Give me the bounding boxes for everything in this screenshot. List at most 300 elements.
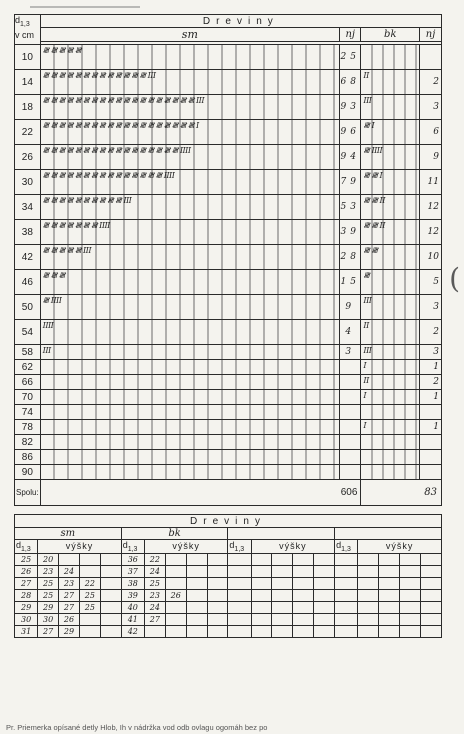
empty-height-cell: [335, 553, 358, 565]
tally-row: [15, 195, 442, 220]
empty-height-cell: [272, 625, 293, 637]
bk-tally-marks: I: [361, 360, 420, 375]
sm-height: [100, 589, 121, 601]
bk-count: 1: [420, 390, 442, 405]
heights-row: [15, 577, 442, 589]
heights-d-label: [15, 540, 38, 554]
bk-height: [165, 601, 186, 613]
bk-height: 22: [144, 553, 165, 565]
empty-height-cell: [420, 577, 441, 589]
diameter-tally-table: [14, 14, 442, 506]
total-row: [15, 480, 442, 506]
diameter-label: [15, 15, 41, 45]
empty-height-cell: [314, 613, 335, 625]
sm-count: [340, 390, 361, 405]
sm-count: 93: [340, 95, 361, 120]
empty-height-cell: [293, 589, 314, 601]
bk-tally-marks: [361, 450, 420, 465]
empty-height-cell: [335, 565, 358, 577]
empty-height-cell: [251, 577, 272, 589]
empty-height-cell: [228, 601, 251, 613]
heights-row: [15, 589, 442, 601]
species-title: Dreviny: [40, 15, 441, 28]
empty-height-cell: [228, 589, 251, 601]
total-label: Spolu:: [15, 480, 41, 506]
bk-count: [420, 405, 442, 420]
sm-tally-marks: [40, 405, 339, 420]
sm-diameter: 25: [15, 553, 38, 565]
sm-count: [340, 420, 361, 435]
empty-height-cell: [358, 565, 379, 577]
bk-tally-marks: 𝍸 𝍸: [361, 245, 420, 270]
empty-height-cell: [400, 625, 421, 637]
empty-height-cell: [420, 613, 441, 625]
empty-height-cell: [293, 553, 314, 565]
sm-height: 27: [59, 589, 80, 601]
bk-height: [186, 577, 207, 589]
sm-tally-marks: 𝍸 𝍸 𝍸 𝍸 𝍸 III: [40, 245, 339, 270]
empty-height-cell: [420, 625, 441, 637]
sm-height: [100, 577, 121, 589]
sm-height: [100, 553, 121, 565]
heights-row: [15, 565, 442, 577]
bk-count: 5: [420, 270, 442, 295]
bk-height: [207, 565, 228, 577]
sm-tally-marks: 𝍸 𝍸 𝍸 𝍸 𝍸 𝍸 𝍸 𝍸 𝍸 𝍸 𝍸 𝍸 𝍸 𝍸 𝍸 𝍸 𝍸 𝍸 𝍸 III: [40, 95, 339, 120]
bk-tally-marks: II: [361, 320, 420, 345]
bk-count: 9: [420, 145, 442, 170]
empty-height-cell: [228, 565, 251, 577]
bk-height: 27: [144, 613, 165, 625]
sm-height: 25: [38, 577, 59, 589]
heights-row: [15, 553, 442, 565]
empty-height-cell: [420, 553, 441, 565]
empty-height-cell: [420, 589, 441, 601]
diameter-class: 82: [15, 435, 41, 450]
bk-count: 2: [420, 70, 442, 95]
bk-tally-marks: 𝍸: [361, 270, 420, 295]
bk-tally-marks: 𝍸 𝍸 II: [361, 220, 420, 245]
diameter-class: 50: [15, 295, 41, 320]
sm-count: 28: [340, 245, 361, 270]
bk-height: 25: [144, 577, 165, 589]
empty-height-cell: [358, 589, 379, 601]
tally-sheet: [14, 14, 442, 638]
sm-tally-marks: 𝍸 𝍸 𝍸: [40, 270, 339, 295]
d-subscript: 1,3: [21, 545, 31, 553]
bk-height: 24: [144, 565, 165, 577]
sm-tally-marks: 𝍸 𝍸 𝍸 𝍸 𝍸 𝍸 𝍸 𝍸 𝍸 𝍸 𝍸 𝍸 𝍸 𝍸 𝍸 𝍸 𝍸 𝍸 𝍸 I: [40, 120, 339, 145]
empty-height-cell: [293, 613, 314, 625]
empty-height-cell: [379, 625, 400, 637]
bk-tally-marks: I: [361, 420, 420, 435]
bk-tally-marks: [361, 405, 420, 420]
empty-height-cell: [379, 577, 400, 589]
tally-row: [15, 360, 442, 375]
sm-tally-marks: 𝍸 𝍸 𝍸 𝍸 𝍸 𝍸 𝍸 𝍸 𝍸 𝍸 𝍸 𝍸 𝍸 III: [40, 70, 339, 95]
bk-tally-marks: II: [361, 375, 420, 390]
heights-title-row: [15, 515, 442, 528]
tally-row: [15, 295, 442, 320]
empty-height-cell: [272, 601, 293, 613]
diameter-class: 38: [15, 220, 41, 245]
bk-diameter: 39: [121, 589, 144, 601]
empty-height-cell: [293, 577, 314, 589]
sm-count: 3: [340, 345, 361, 360]
empty-height-cell: [228, 625, 251, 637]
sm-count: 9: [340, 295, 361, 320]
diameter-class: 74: [15, 405, 41, 420]
empty-height-cell: [420, 601, 441, 613]
sm-tally-marks: 𝍸 IIII: [40, 295, 339, 320]
bk-count: 3: [420, 345, 442, 360]
bk-height: [207, 601, 228, 613]
empty-height-cell: [314, 565, 335, 577]
empty-height-cell: [379, 601, 400, 613]
sm-diameter: 31: [15, 625, 38, 637]
tally-row: [15, 220, 442, 245]
empty-height-cell: [251, 565, 272, 577]
sm-count: 25: [340, 45, 361, 70]
bk-tally-marks: II: [361, 70, 420, 95]
bk-count: [420, 465, 442, 480]
empty-height-cell: [358, 601, 379, 613]
sm-tally-marks: [40, 360, 339, 375]
sm-height: 26: [59, 613, 80, 625]
d-subscript: 1,3: [341, 545, 351, 553]
heights-species-header: bk: [121, 528, 228, 540]
sm-count: 4: [340, 320, 361, 345]
bk-tally-marks: 𝍸 IIII: [361, 145, 420, 170]
sm-count: 79: [340, 170, 361, 195]
count-sm-header: nj: [340, 28, 361, 42]
sm-count: 15: [340, 270, 361, 295]
empty-height-cell: [400, 577, 421, 589]
bk-tally-marks: III: [361, 95, 420, 120]
bk-count: 6: [420, 120, 442, 145]
bk-tally-marks: [361, 435, 420, 450]
header-row-title: [15, 15, 442, 28]
margin-mark: (: [449, 262, 460, 295]
bk-height: [165, 625, 186, 637]
heights-row: [15, 601, 442, 613]
heights-row: [15, 625, 442, 637]
d-symbol: d: [122, 540, 128, 550]
species-bk-header: bk: [361, 28, 420, 42]
sm-tally-marks: 𝍸 𝍸 𝍸 𝍸 𝍸: [40, 45, 339, 70]
heights-table: [14, 514, 442, 638]
sm-tally-marks: [40, 375, 339, 390]
empty-height-cell: [335, 589, 358, 601]
sm-height: [79, 553, 100, 565]
bk-height: [165, 553, 186, 565]
bk-height: 26: [165, 589, 186, 601]
sm-tally-marks: [40, 465, 339, 480]
sm-height: 24: [59, 565, 80, 577]
diameter-class: 58: [15, 345, 41, 360]
empty-height-cell: [400, 553, 421, 565]
empty-height-cell: [228, 553, 251, 565]
empty-height-cell: [379, 589, 400, 601]
sm-height: [100, 625, 121, 637]
bk-diameter: 37: [121, 565, 144, 577]
empty-height-cell: [314, 625, 335, 637]
sm-height: 25: [38, 589, 59, 601]
bk-count: 1: [420, 420, 442, 435]
bk-count: [420, 450, 442, 465]
d-symbol: d: [15, 15, 21, 25]
sm-tally-marks: [40, 450, 339, 465]
tally-row: [15, 45, 442, 70]
bk-tally-marks: [361, 45, 420, 70]
bk-height: [186, 601, 207, 613]
heights-vysky-label: výšky: [144, 540, 228, 554]
empty-height-cell: [335, 601, 358, 613]
bk-tally-marks: 𝍸 𝍸 I: [361, 170, 420, 195]
empty-height-cell: [400, 565, 421, 577]
diameter-class: 10: [15, 45, 41, 70]
empty-height-cell: [251, 589, 272, 601]
diameter-class: 14: [15, 70, 41, 95]
empty-height-cell: [251, 625, 272, 637]
empty-height-cell: [314, 577, 335, 589]
bk-tally-marks: 𝍸 𝍸 II: [361, 195, 420, 220]
sm-tally-marks: [40, 435, 339, 450]
sm-height: 20: [38, 553, 59, 565]
sm-tally-marks: [40, 390, 339, 405]
bk-tally-marks: III: [361, 295, 420, 320]
bk-height: [165, 577, 186, 589]
bk-height: [207, 553, 228, 565]
tally-row: [15, 450, 442, 465]
empty-height-cell: [379, 613, 400, 625]
tally-row: [15, 270, 442, 295]
bk-height: [207, 577, 228, 589]
heights-species-header: sm: [15, 528, 122, 540]
empty-height-cell: [400, 613, 421, 625]
heights-d-label: [335, 540, 358, 554]
empty-height-cell: [293, 565, 314, 577]
tally-row: [15, 465, 442, 480]
sm-tally-marks: III: [40, 345, 339, 360]
d-symbol: d: [336, 540, 342, 550]
sm-height: 27: [38, 625, 59, 637]
sm-tally-marks: 𝍸 𝍸 𝍸 𝍸 𝍸 𝍸 𝍸 IIII: [40, 220, 339, 245]
sm-tally-marks: [40, 420, 339, 435]
tally-row: [15, 345, 442, 360]
sm-tally-marks: IIII: [40, 320, 339, 345]
sm-count: [340, 405, 361, 420]
empty-height-cell: [314, 601, 335, 613]
empty-height-cell: [272, 553, 293, 565]
sm-height: [79, 565, 100, 577]
bk-height: 24: [144, 601, 165, 613]
sm-height: 22: [79, 577, 100, 589]
empty-height-cell: [358, 553, 379, 565]
bk-count: 12: [420, 220, 442, 245]
empty-height-cell: [228, 613, 251, 625]
empty-height-cell: [335, 625, 358, 637]
sm-height: 29: [38, 601, 59, 613]
heights-vysky-label: výšky: [251, 540, 335, 554]
heights-vysky-label: výšky: [358, 540, 442, 554]
bk-diameter: 41: [121, 613, 144, 625]
empty-height-cell: [358, 613, 379, 625]
bk-count: [420, 45, 442, 70]
scan-artifact: [30, 6, 140, 8]
heights-title: Dreviny: [15, 515, 442, 528]
sm-count: [340, 450, 361, 465]
heights-row: [15, 613, 442, 625]
sm-count: [340, 360, 361, 375]
total-sm: 606: [40, 480, 361, 506]
diameter-class: 42: [15, 245, 41, 270]
sm-height: 23: [38, 565, 59, 577]
tally-row: [15, 95, 442, 120]
empty-height-cell: [420, 565, 441, 577]
empty-height-cell: [272, 577, 293, 589]
tally-row: [15, 170, 442, 195]
sm-height: [100, 613, 121, 625]
tally-row: [15, 245, 442, 270]
bk-count: 3: [420, 95, 442, 120]
diameter-class: 54: [15, 320, 41, 345]
tally-row: [15, 420, 442, 435]
diameter-class: 66: [15, 375, 41, 390]
sm-height: [79, 613, 100, 625]
diameter-class: 86: [15, 450, 41, 465]
species-sm-header: sm: [40, 28, 339, 42]
tally-row: [15, 375, 442, 390]
empty-height-cell: [335, 613, 358, 625]
sm-tally-marks: 𝍸 𝍸 𝍸 𝍸 𝍸 𝍸 𝍸 𝍸 𝍸 𝍸 𝍸 𝍸 𝍸 𝍸 𝍸 𝍸 𝍸 IIII: [40, 145, 339, 170]
empty-height-cell: [335, 577, 358, 589]
empty-height-cell: [314, 553, 335, 565]
tally-row: [15, 390, 442, 405]
bk-count: 2: [420, 375, 442, 390]
sm-height: [79, 625, 100, 637]
diameter-class: 34: [15, 195, 41, 220]
sm-count: 96: [340, 120, 361, 145]
sm-count: 39: [340, 220, 361, 245]
total-bk: 83: [361, 480, 442, 506]
sm-height: [100, 601, 121, 613]
sm-count: [340, 465, 361, 480]
bk-count: 1: [420, 360, 442, 375]
d-subscript: 1,3: [127, 545, 138, 553]
empty-height-cell: [251, 553, 272, 565]
bk-diameter: 42: [121, 625, 144, 637]
empty-height-cell: [293, 601, 314, 613]
heights-d-label: [121, 540, 144, 554]
sm-count: 53: [340, 195, 361, 220]
bk-height: [207, 589, 228, 601]
diameter-class: 18: [15, 95, 41, 120]
empty-height-cell: [358, 625, 379, 637]
tally-row: [15, 320, 442, 345]
empty-height-cell: [358, 577, 379, 589]
sm-tally-marks: 𝍸 𝍸 𝍸 𝍸 𝍸 𝍸 𝍸 𝍸 𝍸 𝍸 𝍸 𝍸 𝍸 𝍸 𝍸 IIII: [40, 170, 339, 195]
empty-height-cell: [272, 613, 293, 625]
sm-height: [59, 553, 80, 565]
tally-row: [15, 435, 442, 450]
empty-height-cell: [251, 613, 272, 625]
sm-diameter: 28: [15, 589, 38, 601]
sm-count: 94: [340, 145, 361, 170]
diameter-class: 62: [15, 360, 41, 375]
sm-diameter: 27: [15, 577, 38, 589]
bk-count: 12: [420, 195, 442, 220]
bk-count: [420, 435, 442, 450]
page-caption: Pr. Priemerka opísané detly Hlob, Ih v nádržka vod odb ovlagu ogomáh bez po: [6, 723, 268, 732]
empty-height-cell: [251, 601, 272, 613]
spacer: [14, 506, 442, 514]
diameter-class: 90: [15, 465, 41, 480]
bk-height: [186, 625, 207, 637]
tally-row: [15, 145, 442, 170]
tally-row: [15, 405, 442, 420]
heights-species-header: [228, 528, 335, 540]
bk-diameter: 38: [121, 577, 144, 589]
diameter-unit: v cm: [15, 29, 34, 40]
bk-tally-marks: 𝍸 I: [361, 120, 420, 145]
empty-height-cell: [272, 589, 293, 601]
bk-height: [207, 613, 228, 625]
bk-tally-marks: [361, 465, 420, 480]
bk-count: 10: [420, 245, 442, 270]
bk-count: 11: [420, 170, 442, 195]
diameter-class: 22: [15, 120, 41, 145]
bk-diameter: 36: [121, 553, 144, 565]
bk-height: [186, 589, 207, 601]
bk-tally-marks: I: [361, 390, 420, 405]
bk-height: 23: [144, 589, 165, 601]
diameter-class: 46: [15, 270, 41, 295]
sm-height: 23: [59, 577, 80, 589]
sm-count: 68: [340, 70, 361, 95]
sm-tally-marks: 𝍸 𝍸 𝍸 𝍸 𝍸 𝍸 𝍸 𝍸 𝍸 𝍸 III: [40, 195, 339, 220]
bk-height: [207, 625, 228, 637]
bk-diameter: 40: [121, 601, 144, 613]
bk-height: [165, 565, 186, 577]
bk-height: [165, 613, 186, 625]
d-subscript: 1,3: [20, 20, 30, 28]
bk-count: 2: [420, 320, 442, 345]
sm-diameter: 26: [15, 565, 38, 577]
empty-height-cell: [293, 625, 314, 637]
d-subscript: 1,3: [234, 545, 245, 553]
diameter-class: 70: [15, 390, 41, 405]
sm-count: [340, 435, 361, 450]
heights-columns-row: [15, 540, 442, 554]
tally-row: [15, 70, 442, 95]
bk-tally-marks: III: [361, 345, 420, 360]
sm-count: [340, 375, 361, 390]
empty-height-cell: [314, 589, 335, 601]
empty-height-cell: [228, 577, 251, 589]
heights-d-label: [228, 540, 251, 554]
header-row-species: [15, 28, 442, 42]
empty-height-cell: [379, 553, 400, 565]
empty-height-cell: [272, 565, 293, 577]
count-bk-header: nj: [420, 28, 442, 42]
sm-height: [100, 565, 121, 577]
bk-height: [186, 565, 207, 577]
bk-count: 3: [420, 295, 442, 320]
sm-diameter: 30: [15, 613, 38, 625]
bk-height: [144, 625, 165, 637]
heights-species-header: [335, 528, 442, 540]
